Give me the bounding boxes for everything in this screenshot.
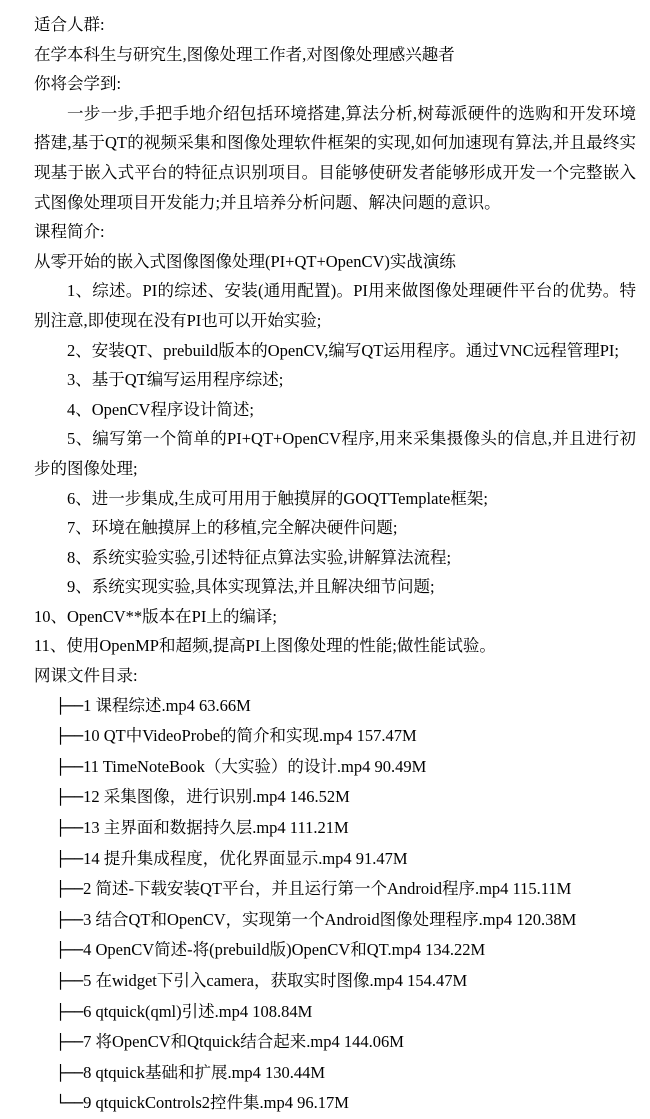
toc-entry-text: 3 结合QT和OpenCV，实现第一个Android图像处理程序.mp4 120.38M	[83, 909, 577, 929]
toc-entry	[34, 997, 636, 1028]
tree-branch-icon: ├──	[56, 849, 84, 868]
tree-branch-icon: ├──	[56, 972, 84, 990]
toc-entry-text: 4 OpenCV简述-将(prebuild版)OpenCV和QT.mp4 134.22M	[83, 940, 486, 960]
toc-entry	[34, 1058, 636, 1089]
tree-branch-icon: ├──	[56, 819, 84, 838]
course-item: 7、环境在触摸屏上的移植,完全解决硬件问题;	[67, 518, 398, 538]
course-item: 8、系统实验实验,引述特征点算法实验,讲解算法流程;	[67, 547, 452, 567]
tree-branch-icon: ├──	[56, 696, 84, 715]
toc-entry	[34, 935, 636, 966]
tree-branch-icon: ├──	[56, 1033, 84, 1052]
audience-heading: 适合人群:	[34, 15, 105, 34]
toc-entry	[34, 813, 636, 844]
course-item: 10、OpenCV**版本在PI上的编译;	[34, 606, 277, 626]
toc-heading: 网课文件目录:	[34, 666, 138, 686]
toc-entry-text: 13 主界面和数据持久层.mp4 111.21M	[83, 818, 349, 838]
learn-heading: 你将会学到:	[34, 74, 122, 94]
toc-entry-text: 7 将OpenCV和Qtquick结合起来.mp4 144.06M	[83, 1032, 404, 1052]
toc-entry	[34, 1027, 636, 1058]
course-item: 4、OpenCV程序设计简述;	[67, 399, 254, 419]
toc-entry-text: 5 在widget下引入camera，获取实时图像.mp4 154.47M	[83, 971, 468, 990]
tree-branch-icon: ├──	[56, 757, 84, 776]
course-item: 1、综述。PI的综述、安装(通用配置)。PI用来做图像处理硬件平台的优势。特别注意,即使现在没有PI也可以开始实验;	[34, 281, 636, 330]
toc-entry-text: 9 qtquickControls2控件集.mp4 96.17M	[83, 1093, 349, 1113]
tree-branch-icon: ├──	[56, 910, 84, 929]
intro-heading: 课程简介:	[34, 222, 105, 242]
toc-entry	[34, 844, 636, 875]
course-item: 6、进一步集成,生成可用用于触摸屏的GOQTTemplate框架;	[67, 488, 488, 508]
toc-entry-text: 14 提升集成程度，优化界面显示.mp4 91.47M	[83, 848, 408, 868]
tree-branch-icon: ├──	[56, 1002, 84, 1021]
audience-body: 在学本科生与研究生,图像处理工作者,对图像处理感兴趣者	[34, 44, 455, 64]
course-item: 5、编写第一个简单的PI+QT+OpenCV程序,用来采集摄像头的信息,并且进行初步的图像处理;	[34, 429, 636, 478]
toc-entry-text: 10 QT中VideoProbe的简介和实现.mp4 157.47M	[83, 726, 417, 746]
tree-branch-icon: ├──	[56, 727, 84, 746]
toc-entry-text: 12 采集图像，进行识别.mp4 146.52M	[83, 787, 350, 807]
learn-body: 一步一步,手把手地介绍包括环境搭建,算法分析,树莓派硬件的选购和开发环境搭建,基于QT的视频采集和图像处理软件框架的实现,如何加速现有算法,并且最终实现基于嵌入式平台的特征点识别项目。目能够使研发者能够形成开发一个完整嵌入式图像处理项目开发能力;并且培养分析问题、解决问题的意识。	[34, 103, 636, 212]
tree-branch-icon: ├──	[56, 880, 84, 899]
toc-entry	[34, 874, 636, 905]
course-item: 9、系统实现实验,具体实现算法,并且解决细节问题;	[67, 577, 435, 597]
course-item: 2、安装QT、prebuild版本的OpenCV,编写QT运用程序。通过VNC远程管理PI;	[67, 340, 619, 360]
course-item: 11、使用OpenMP和超频,提高PI上图像处理的性能;做性能试验。	[34, 636, 496, 656]
toc-entry	[34, 1088, 636, 1119]
toc-entry-text: 2 简述-下载安装QT平台，并且运行第一个Android程序.mp4 115.11M	[83, 879, 572, 899]
toc-entry-text: 6 qtquick(qml)引述.mp4 108.84M	[83, 1001, 313, 1021]
tree-end-icon: └──	[56, 1094, 84, 1113]
tree-branch-icon: ├──	[56, 788, 84, 807]
toc-entry	[34, 721, 636, 752]
toc-entry-text: 1 课程综述.mp4 63.66M	[83, 695, 251, 715]
tree-branch-icon: ├──	[56, 941, 84, 960]
toc-entry-text: 8 qtquick基础和扩展.mp4 130.44M	[83, 1062, 326, 1082]
intro-body: 从零开始的嵌入式图像图像处理(PI+QT+OpenCV)实战演练	[34, 251, 456, 271]
toc-entry-text: 11 TimeNoteBook（大实验）的设计.mp4 90.49M	[83, 756, 427, 776]
toc-entry	[34, 782, 636, 813]
toc-entry	[34, 752, 636, 783]
course-item: 3、基于QT编写运用程序综述;	[67, 370, 284, 390]
toc-entry	[34, 905, 636, 936]
tree-branch-icon: ├──	[56, 1063, 84, 1082]
toc-entry	[34, 966, 636, 997]
toc-entry	[34, 691, 636, 722]
